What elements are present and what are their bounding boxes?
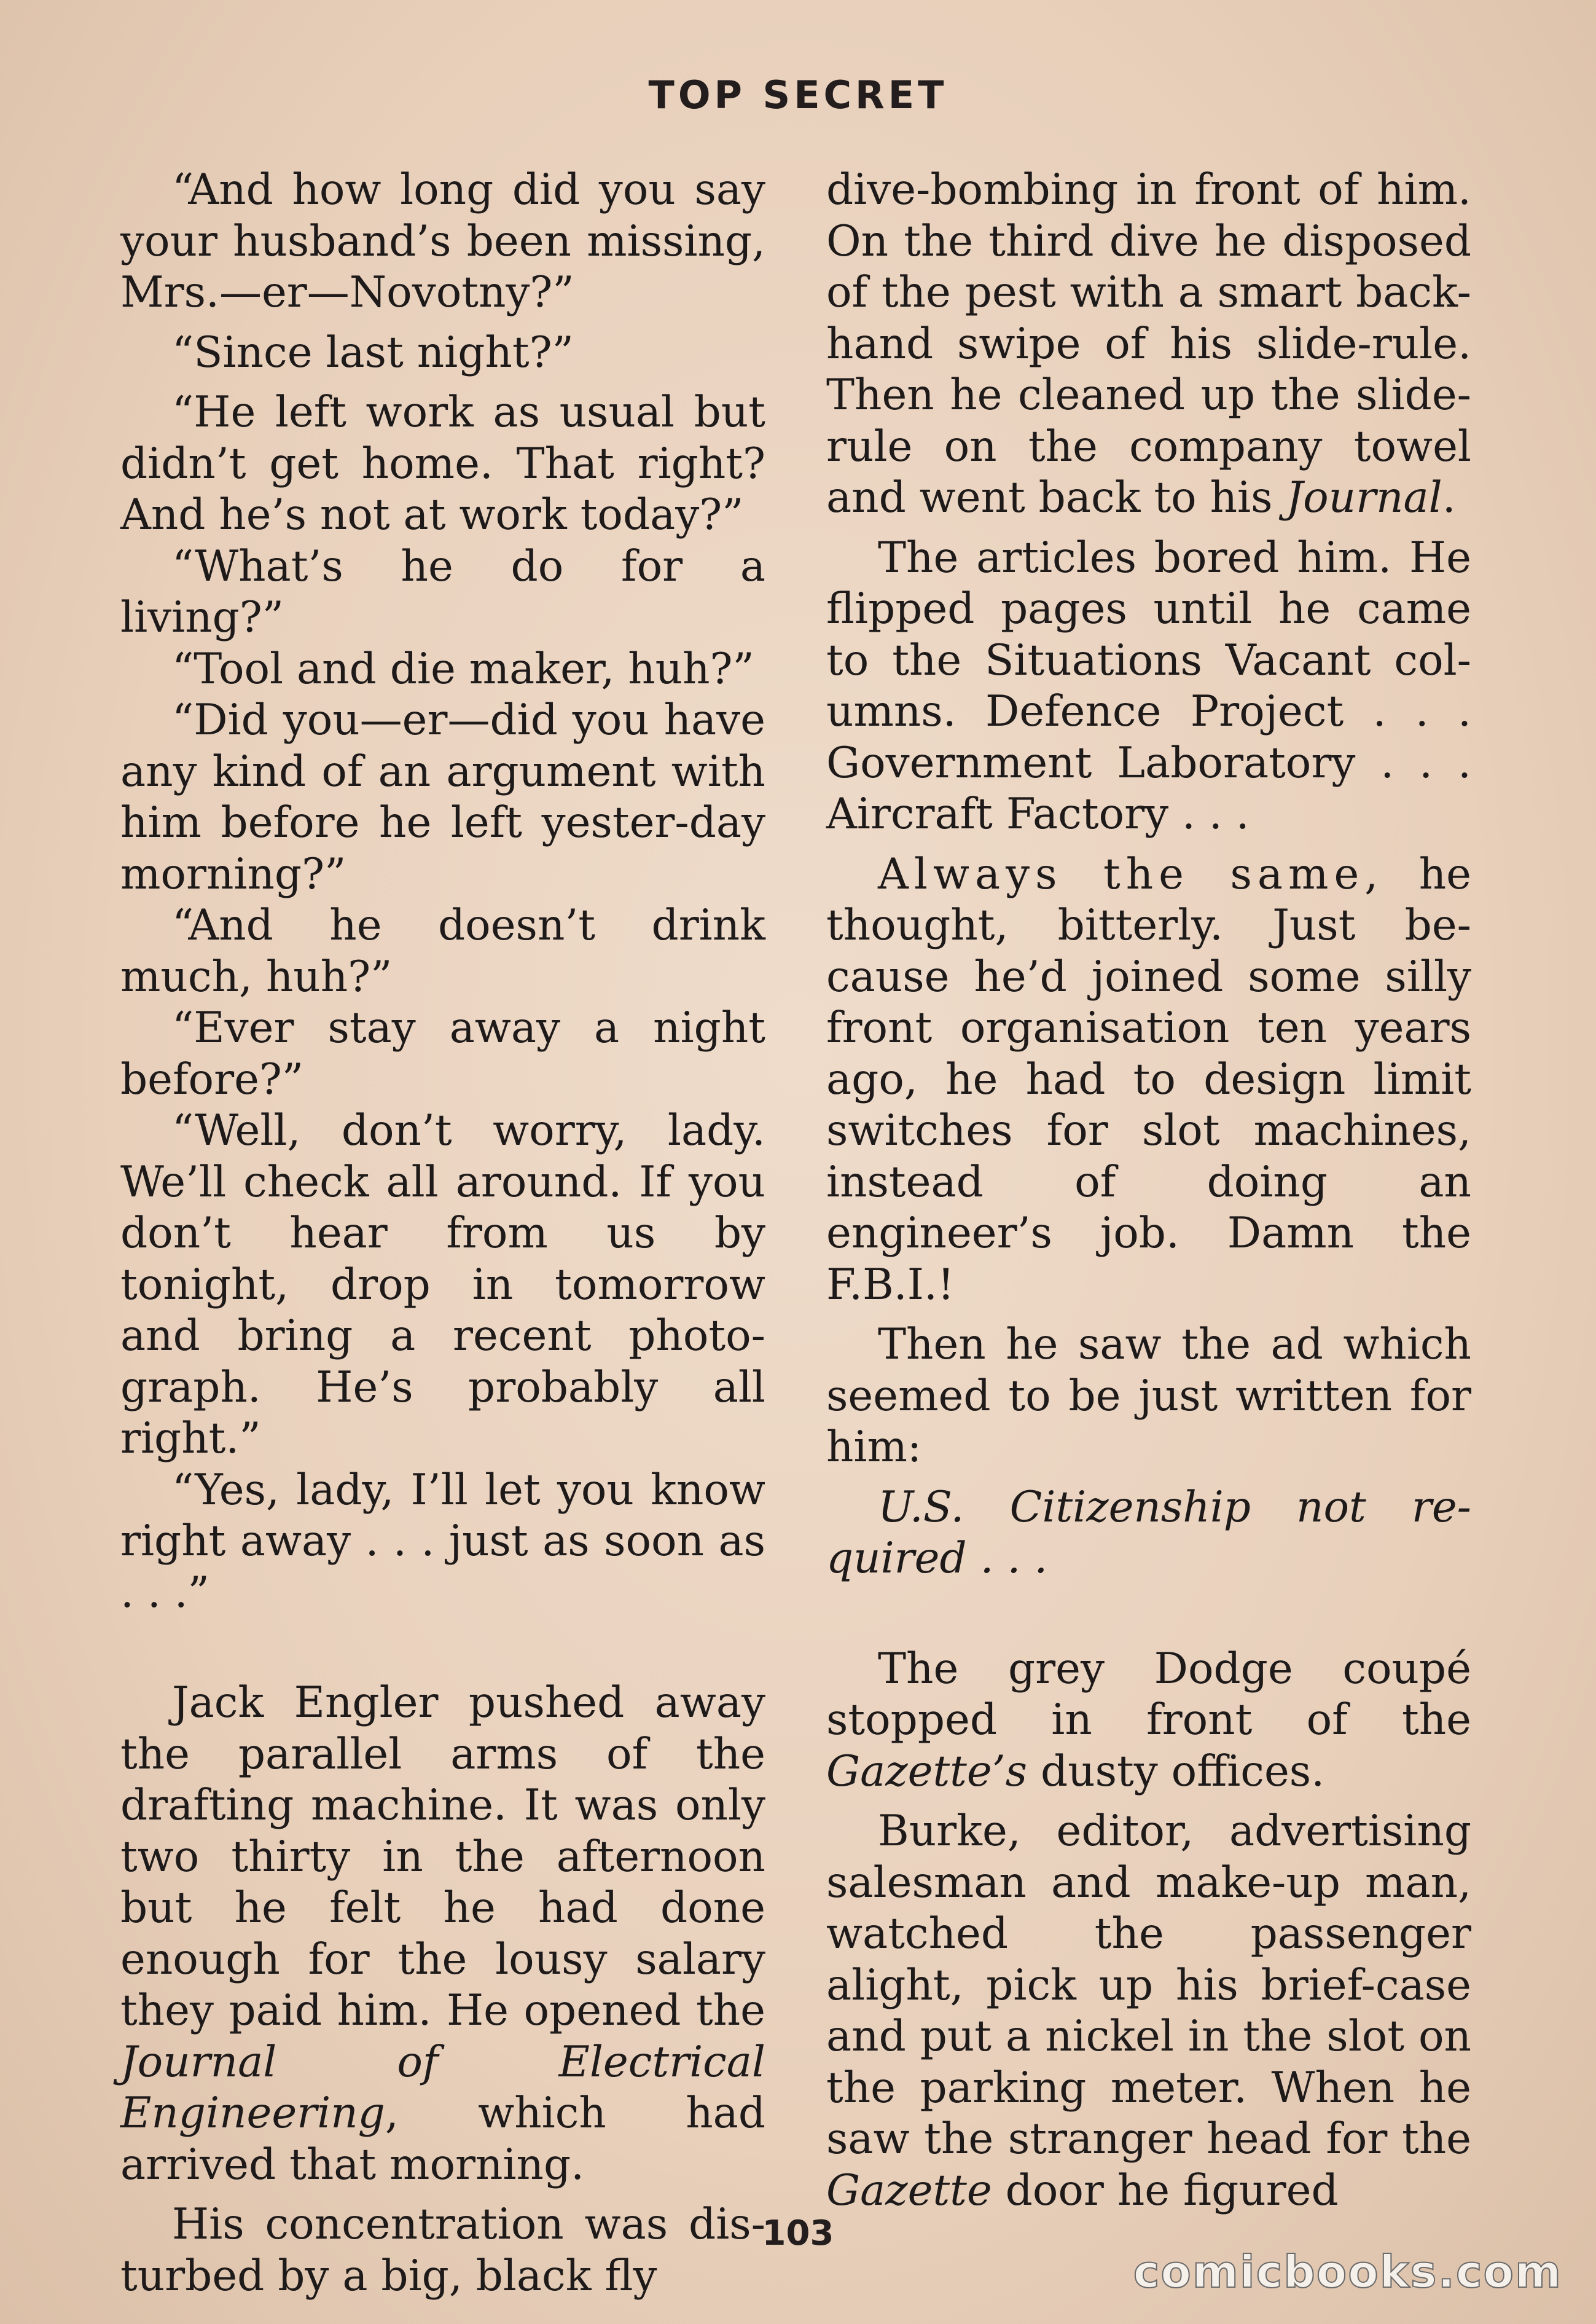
italic-title: Journal	[1286, 473, 1442, 522]
text-run: Burke, editor, advertising salesman and make-up man, watched the passenger alight, pick up his brief-case and put a nickel in the slot on the parking meter. When he saw the stranger head for the	[826, 1807, 1471, 2164]
running-header: TOP SECRET	[648, 73, 948, 117]
right-column	[826, 165, 1471, 2216]
paragraph: “Ever stay away a night before?”	[120, 1003, 765, 1104]
italic-title: Gazette’s	[826, 1746, 1028, 1796]
paragraph: “And he doesn’t drink much, huh?”	[120, 901, 765, 1002]
paragraph: U.S. Citizenship not re-quired . . .	[826, 1482, 1471, 1583]
paragraph: “He left work as usual but didn’t get home. That right? And he’s not at work today?”	[120, 388, 765, 540]
paragraph: “Tool and die maker, huh?”	[172, 644, 754, 694]
text-run: he thought, bitterly. Just be-cause he’d joined some silly front organisation ten years ago, he had to design limit switches for slot machines, instead of doing an engineer’s job. Damn the F.B.I.!	[826, 849, 1471, 1309]
text-run: dive-bombing in front of him. On the third dive he disposed of the pest with a smart back-hand swipe of his slide-rule. Then he cleaned up the slide-rule on the company towel and went back to his	[826, 165, 1471, 522]
text-run: dusty offices.	[1027, 1746, 1325, 1796]
paragraph	[826, 849, 1471, 1311]
text-run: The grey Dodge coupé stopped in front of the	[826, 1644, 1471, 1745]
paragraph: “Since last night?”	[172, 328, 574, 377]
paragraph: “What’s he do for a living?”	[120, 541, 765, 642]
text-run: , which had arrived that morning.	[120, 2089, 765, 2189]
paragraph	[120, 1678, 765, 2191]
italic-title: Journal of Electrical Engineering	[120, 2037, 765, 2138]
text-run: Jack Engler pushed away the parallel arms of the drafting machine. It was only two thirty in the afternoon but he felt he had done enough for the lousy salary they paid him. He opened the	[120, 1678, 765, 2035]
paragraph	[826, 1644, 1471, 1798]
italic-title: Gazette	[826, 2165, 992, 2215]
page-number: 103	[762, 2213, 834, 2253]
text-run: .	[1442, 473, 1456, 522]
paragraph: His concentration was dis-turbed by a big, black fly	[120, 2200, 765, 2301]
paragraph: “And how long did you say your husband’s been missing, Mrs.—er—Novotny?”	[120, 165, 765, 317]
text-run: door he figured	[992, 2165, 1339, 2215]
paragraph: Then he saw the ad which seemed to be just written for him:	[826, 1320, 1471, 1472]
left-column	[120, 165, 765, 2302]
paragraph	[826, 1806, 1471, 2216]
letterspaced-text: Always the same,	[878, 849, 1384, 899]
paragraph: “Well, don’t worry, lady. We’ll check all around. If you don’t hear from us by tonight, drop in tomorrow and bring a recent photo-graph. He’s probably all right.”	[120, 1106, 765, 1463]
paragraph	[826, 165, 1471, 524]
paragraph: “Did you—er—did you have any kind of an argument with him before he left yester-day morning?”	[120, 696, 765, 899]
paragraph: The articles bored him. He flipped pages until he came to the Situations Vacant col-umns. Defence Project . . . Government Laboratory . . . Aircraft Factory . . .	[826, 533, 1471, 839]
watermark-text: comicbooks.com	[1133, 2246, 1562, 2298]
paragraph: “Yes, lady, I’ll let you know right away . . . just as soon as . . .”	[120, 1465, 765, 1617]
